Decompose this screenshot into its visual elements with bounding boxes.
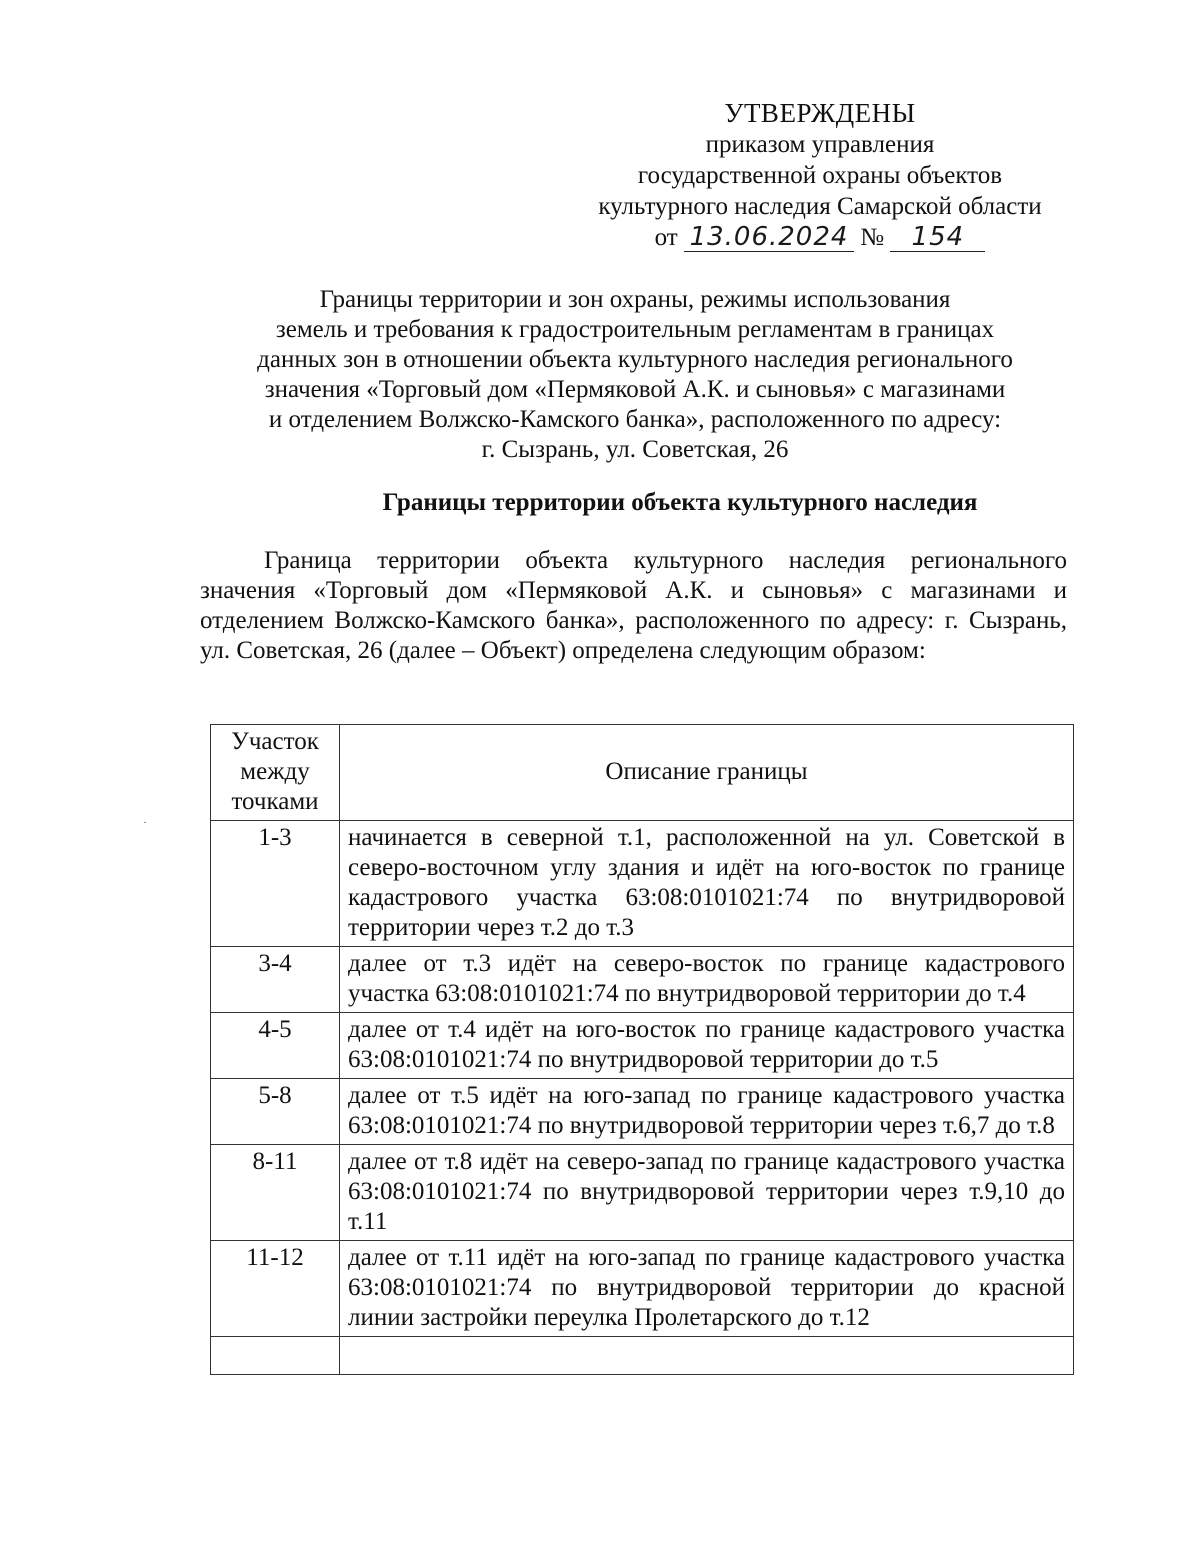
table-row	[211, 1079, 1074, 1145]
table-row	[211, 947, 1074, 1013]
description-cell: далее от т.3 идёт на северо-восток по границе кадастрового участка 63:08:0101021:74 по внутридворовой территории до т.4	[340, 947, 1074, 1013]
section-heading: Границы территории объекта культурного наследия	[382, 489, 978, 516]
handwritten-date: 13.06.2024	[684, 223, 854, 252]
approval-line-3: культурного наследия Самарской области	[598, 193, 1042, 220]
handwritten-number: 154	[890, 223, 985, 252]
table-row	[211, 1145, 1074, 1241]
segment-cell: 1-3	[211, 821, 340, 947]
scan-speck	[144, 822, 146, 823]
title-line: значения «Торговый дом «Пермяковой А.К. и сыновья» с магазинами	[264, 376, 1006, 403]
description-cell-empty	[340, 1337, 1074, 1375]
boundary-table	[210, 724, 1074, 1375]
segment-cell: 11-12	[211, 1241, 340, 1337]
approval-line-1: приказом управления	[705, 131, 935, 158]
description-cell: далее от т.11 идёт на юго-запад по границе кадастрового участка 63:08:0101021:74 по внутридворовой территории до красной линии застройки переулка Пролетарского до т.12	[340, 1241, 1074, 1337]
document-title	[200, 285, 1070, 465]
title-line: данных зон в отношении объекта культурного наследия регионального	[257, 346, 1013, 373]
table-row-empty	[211, 1337, 1074, 1375]
segment-cell-empty	[211, 1337, 340, 1375]
number-label: №	[860, 224, 885, 251]
table-header-row	[211, 725, 1074, 821]
table-row	[211, 1013, 1074, 1079]
segment-cell: 4-5	[211, 1013, 340, 1079]
title-line: земель и требования к градостроительным регламентам в границах	[275, 316, 995, 343]
segment-cell: 3-4	[211, 947, 340, 1013]
title-line: Границы территории и зон охраны, режимы использования	[319, 286, 951, 313]
description-cell: далее от т.8 идёт на северо-запад по границе кадастрового участка 63:08:0101021:74 по внутридворовой территории через т.9,10 до т.11	[340, 1145, 1074, 1241]
segment-cell: 8-11	[211, 1145, 340, 1241]
description-cell: далее от т.4 идёт на юго-восток по границе кадастрового участка 63:08:0101021:74 по внутридворовой территории до т.5	[340, 1013, 1074, 1079]
header-segment: Участок между точками	[211, 725, 340, 821]
approval-line-2: государственной охраны объектов	[637, 162, 1003, 189]
description-cell: начинается в северной т.1, расположенной на ул. Советской в северо-восточном углу здания и идёт на юго-восток по границе кадастрового участка 63:08:0101021:74 по внутридворовой территории через т.2 до т.3	[340, 821, 1074, 947]
segment-cell: 5-8	[211, 1079, 340, 1145]
table-row	[211, 1241, 1074, 1337]
header-description: Описание границы	[340, 725, 1074, 821]
title-line: и отделением Волжско-Камского банка», расположенного по адресу:	[268, 406, 1002, 433]
intro-paragraph: Граница территории объекта культурного наследия регионального значения «Торговый дом «Пермяковой А.К. и сыновья» с магазинами и отделением Волжско-Камского банка», расположенного по адресу: г. Сызрань, ул. Советская, 26 (далее – Объект) определена следующим образом:	[200, 547, 1067, 664]
approval-title: УТВЕРЖДЕНЫ	[724, 98, 916, 128]
title-line: г. Сызрань, ул. Советская, 26	[481, 436, 789, 463]
table-row	[211, 821, 1074, 947]
description-cell: далее от т.5 идёт на юго-запад по границе кадастрового участка 63:08:0101021:74 по внутридворовой территории через т.6,7 до т.8	[340, 1079, 1074, 1145]
order-line	[560, 222, 1080, 258]
approval-block	[560, 98, 1080, 258]
from-label: от	[654, 224, 678, 251]
